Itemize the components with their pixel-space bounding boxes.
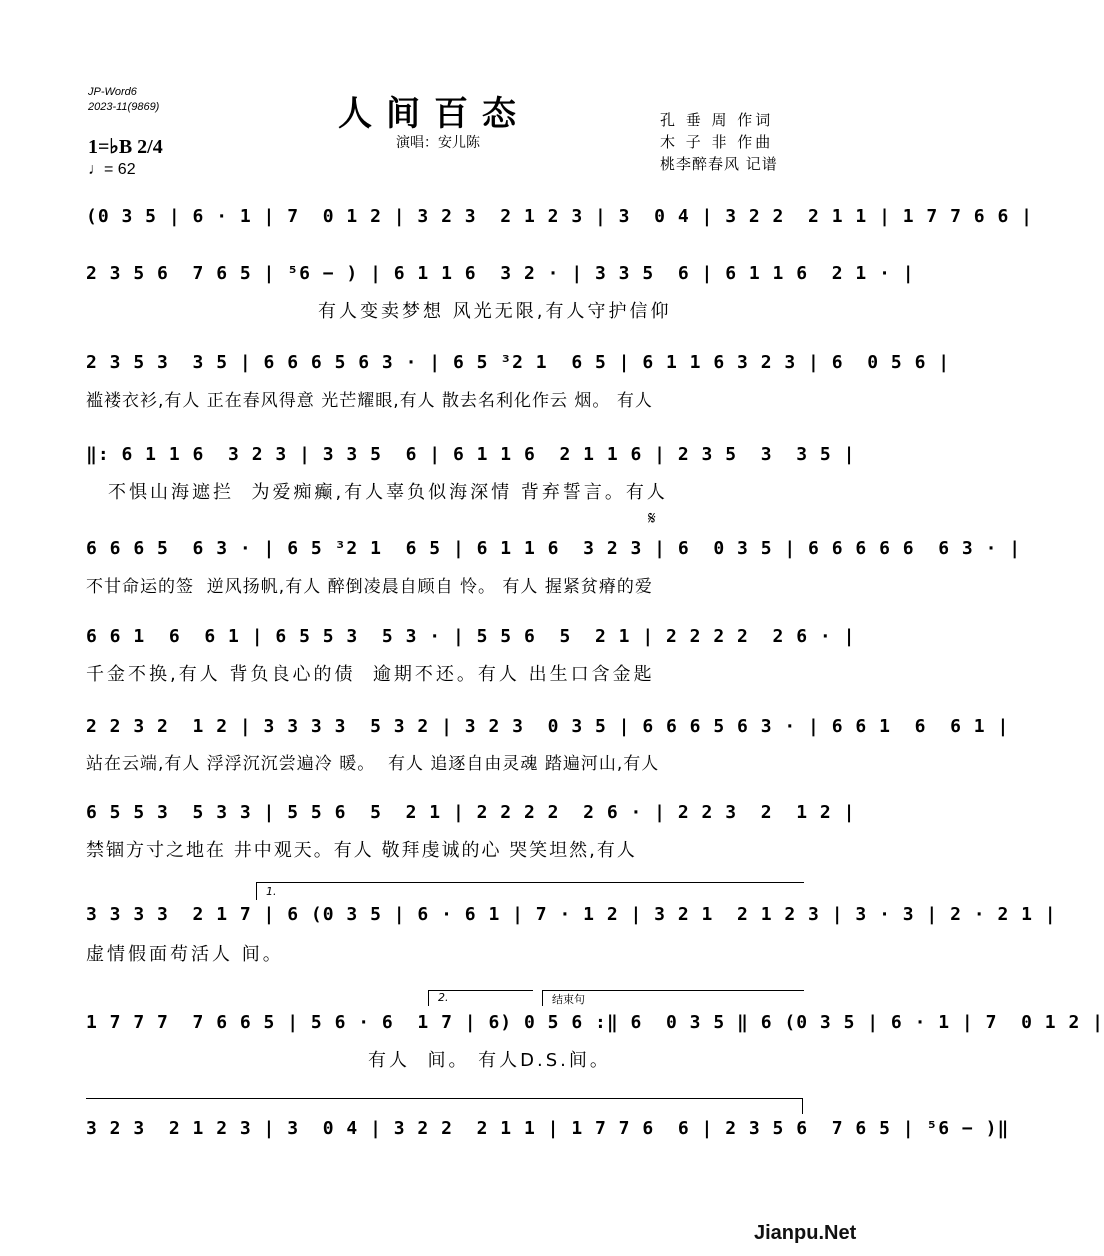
score-row-7: 2 2 3 2 1 2 | 3 3 3 3 5 3 2 | 3 2 3 0 3 5 | 6 6 6 5 6 3 · | 6 6 1 6 6 1 | bbox=[86, 716, 1010, 737]
volta-1-label: 1. bbox=[266, 885, 277, 898]
lyric-row-4: 不惧山海遮拦 为爱痴癫,有人辜负似海深情 背弃誓言。有人 bbox=[108, 482, 668, 503]
software-label: JP-Word6 bbox=[88, 86, 137, 98]
volta-1-bracket-end bbox=[256, 882, 257, 900]
lyric-row-10: 有人 间。 有人D.S.间。 bbox=[368, 1050, 611, 1071]
tempo-marking: ♩= 62 bbox=[88, 161, 136, 178]
score-row-3: 2 3 5 3 3 5 | 6 6 6 5 6 3 · | 6 5 ³2 1 6 5 | 6 1 1 6 3 2 3 | 6 0 5 6 | bbox=[86, 352, 951, 373]
score-row-2: 2 3 5 6 7 6 5 | ⁵6 − ) | 6 1 1 6 3 2 · | 3 3 5 6 | 6 1 1 6 2 1 · | bbox=[86, 263, 915, 284]
version-label: 2023-11(9869) bbox=[88, 101, 160, 113]
score-row-1: (0 3 5 | 6 · 1 | 7 0 1 2 | 3 2 3 2 1 2 3 | 3 0 4 | 3 2 2 2 1 1 | 1 7 7 6 6 | bbox=[86, 206, 1033, 227]
singer-credit: 演唱：安儿陈 bbox=[396, 135, 480, 151]
ending-label: 结束句 bbox=[552, 993, 585, 1006]
ending-bracket-end bbox=[542, 990, 543, 1006]
lyric-row-2: 有人变卖梦想 风光无限,有人守护信仰 bbox=[318, 301, 672, 322]
segno-mark: 𝄋 bbox=[648, 508, 656, 529]
lyric-row-6: 千金不换,有人 背负良心的债 逾期不还。有人 出生口含金匙 bbox=[86, 664, 655, 685]
transcriber-credit: 桃李醉春风 记谱 bbox=[660, 155, 778, 173]
volta-2-label: 2. bbox=[438, 991, 449, 1004]
lyric-row-8: 禁锢方寸之地在 井中观天。有人 敬拜虔诚的心 哭笑坦然,有人 bbox=[86, 840, 637, 861]
key-signature: 1=♭B 2/4 bbox=[88, 136, 163, 158]
score-row-11: 3 2 3 2 1 2 3 | 3 0 4 | 3 2 2 2 1 1 | 1 7 7 6 6 | 2 3 5 6 7 6 5 | ⁵6 − )‖ bbox=[86, 1118, 1010, 1139]
lyricist-credit: 孔 垂 周 作词 bbox=[660, 111, 774, 129]
composer-credit: 木 子 非 作曲 bbox=[660, 133, 774, 151]
score-row-9: 3 3 3 3 2 1 7 | 6 (0 3 5 | 6 · 6 1 | 7 · 1 2 | 3 2 1 2 1 2 3 | 3 · 3 | 2 · 2 1 | bbox=[86, 904, 1057, 925]
lyric-row-3: 褴褛衣衫,有人 正在春风得意 光芒耀眼,有人 散去名利化作云 烟。 有人 bbox=[86, 391, 653, 411]
lyric-row-5: 不甘命运的签 逆风扬帆,有人 醉倒凌晨自顾自 怜。 有人 握紧贫瘠的爱 bbox=[86, 577, 653, 597]
score-row-10: 1 7 7 7 7 6 6 5 | 5 6 · 6 1 7 | 6) 0 5 6 :‖ 6 0 3 5 ‖ 6 (0 3 5 | 6 · 1 | 7 0 1 2 | bbox=[86, 1012, 1104, 1033]
lyric-row-9: 虚情假面苟活人 间。 bbox=[86, 944, 284, 965]
ending-continuation-end bbox=[802, 1098, 803, 1114]
volta-1-bracket bbox=[256, 882, 804, 883]
site-watermark: Jianpu.Net bbox=[754, 1222, 857, 1244]
volta-2-bracket-end bbox=[428, 990, 429, 1006]
ending-continuation-line bbox=[86, 1098, 802, 1099]
lyric-row-7: 站在云端,有人 浮浮沉沉尝遍冷 暖。 有人 追逐自由灵魂 踏遍河山,有人 bbox=[86, 754, 660, 774]
score-row-4: ‖: 6 1 1 6 3 2 3 | 3 3 5 6 | 6 1 1 6 2 1 1 6 | 2 3 5 3 3 5 | bbox=[86, 444, 856, 465]
song-title: 人间百态 bbox=[338, 94, 530, 134]
score-row-5: 6 6 6 5 6 3 · | 6 5 ³2 1 6 5 | 6 1 1 6 3 2 3 | 6 0 3 5 | 6 6 6 6 6 6 3 · | bbox=[86, 538, 1022, 559]
score-row-6: 6 6 1 6 6 1 | 6 5 5 3 5 3 · | 5 5 6 5 2 1 | 2 2 2 2 2 6 · | bbox=[86, 626, 856, 647]
score-row-8: 6 5 5 3 5 3 3 | 5 5 6 5 2 1 | 2 2 2 2 2 6 · | 2 2 3 2 1 2 | bbox=[86, 802, 856, 823]
